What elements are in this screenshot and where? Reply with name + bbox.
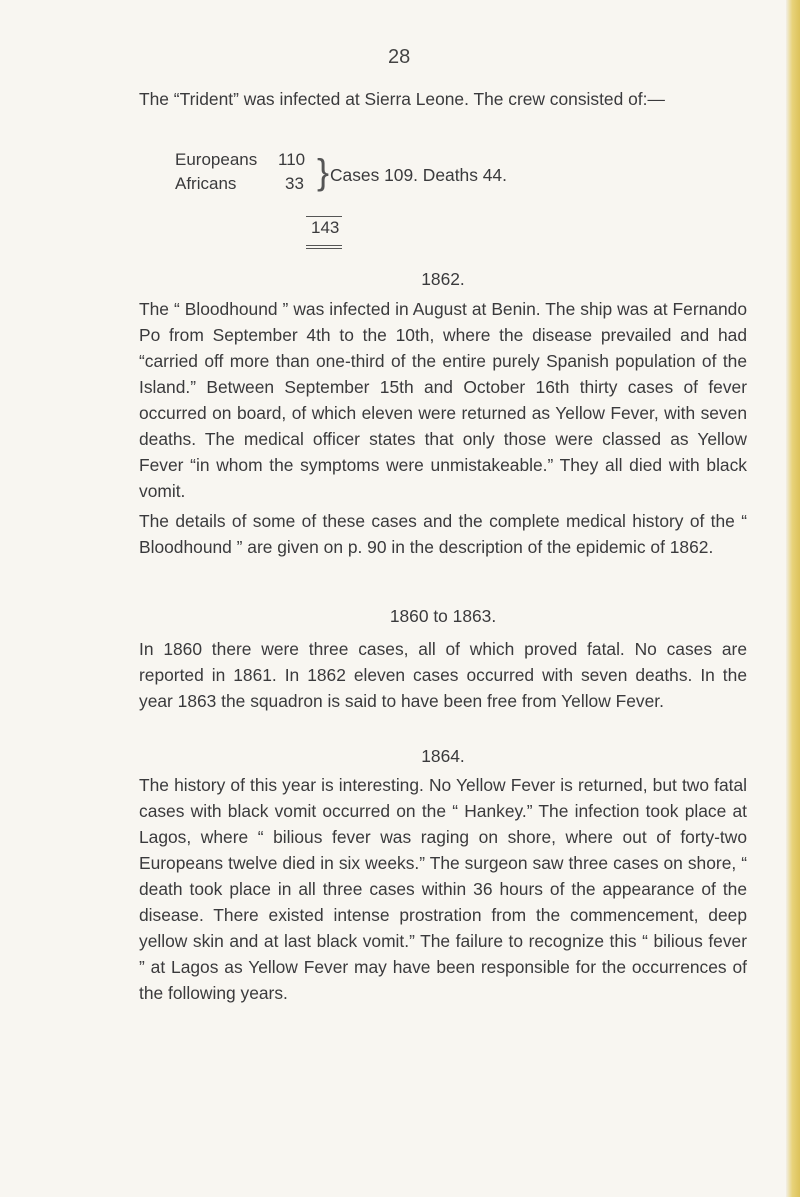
crew-count: 110: [278, 150, 306, 169]
crew-row-africans: [175, 174, 304, 194]
total-rule-top: [306, 216, 342, 217]
intro-text: The “Trident” was infected at Sierra Leone. The crew consisted of:—: [139, 89, 665, 109]
crew-count: 33: [285, 174, 304, 193]
crew-label: Europeans: [175, 150, 258, 169]
page-number: 28: [388, 46, 411, 68]
total-rule-bottom: [306, 245, 342, 246]
crew-total: 143: [311, 218, 340, 237]
intro-paragraph: [139, 86, 747, 112]
crew-label: Africans: [175, 174, 237, 193]
total-rule-bottom-double: [306, 248, 342, 249]
section-heading-1864: 1864.: [421, 746, 465, 766]
section-heading-1862: 1862.: [421, 269, 465, 289]
paragraph: The history of this year is interesting. No Yellow Fever is returned, but two fatal cases with black vomit occurred on the “ Hankey.” The infection took place at Lagos, where “ bilious fever was raging on shore, where out of forty-two Europeans twelve died in six weeks.” The surgeon saw three cases on shore, “ death took place in all three cases within 36 hours of the appearance of the disease. There existed intense prostration from the commencement, deep yellow skin and at last black vomit.” The failure to recognize this “ bilious fever ” at Lagos as Yellow Fever may have been responsible for the occurrences of the following years.: [139, 775, 747, 1003]
section-heading-1860-1863: 1860 to 1863.: [389, 606, 497, 626]
paragraph: The details of some of these cases and the complete medical history of the “ Bloodhound ” are given on p. 90 in the description of the epidemic of 1862.: [139, 511, 747, 557]
page-edge: [786, 0, 800, 1197]
paragraph: The “ Bloodhound ” was infected in August at Benin. The ship was at Fernando Po from September 4th to the 10th, where the disease prevailed and had “carried off more than one-third of the entire purely Spanish population of the Island.” Between September 15th and October 16th thirty cases of fever occurred on board, of which eleven were returned as Yellow Fever, with seven deaths. The medical officer states that only those were classed as Yellow Fever “in whom the symptoms were unmistakeable.” They all died with black vomit.: [139, 299, 747, 501]
cases-deaths-summary: Cases 109. Deaths 44.: [330, 165, 507, 185]
brace-icon: }: [317, 151, 330, 192]
section-1864-body: [139, 772, 747, 1006]
section-1860-1863-body: [139, 636, 747, 714]
crew-row-europeans: [175, 150, 306, 170]
section-1862-body: [139, 296, 747, 560]
paragraph: In 1860 there were three cases, all of which proved fatal. No cases are reported in 1861. In 1862 eleven cases occurred with seven deaths. In the year 1863 the squadron is said to have been free from Yellow Fever.: [139, 639, 747, 711]
